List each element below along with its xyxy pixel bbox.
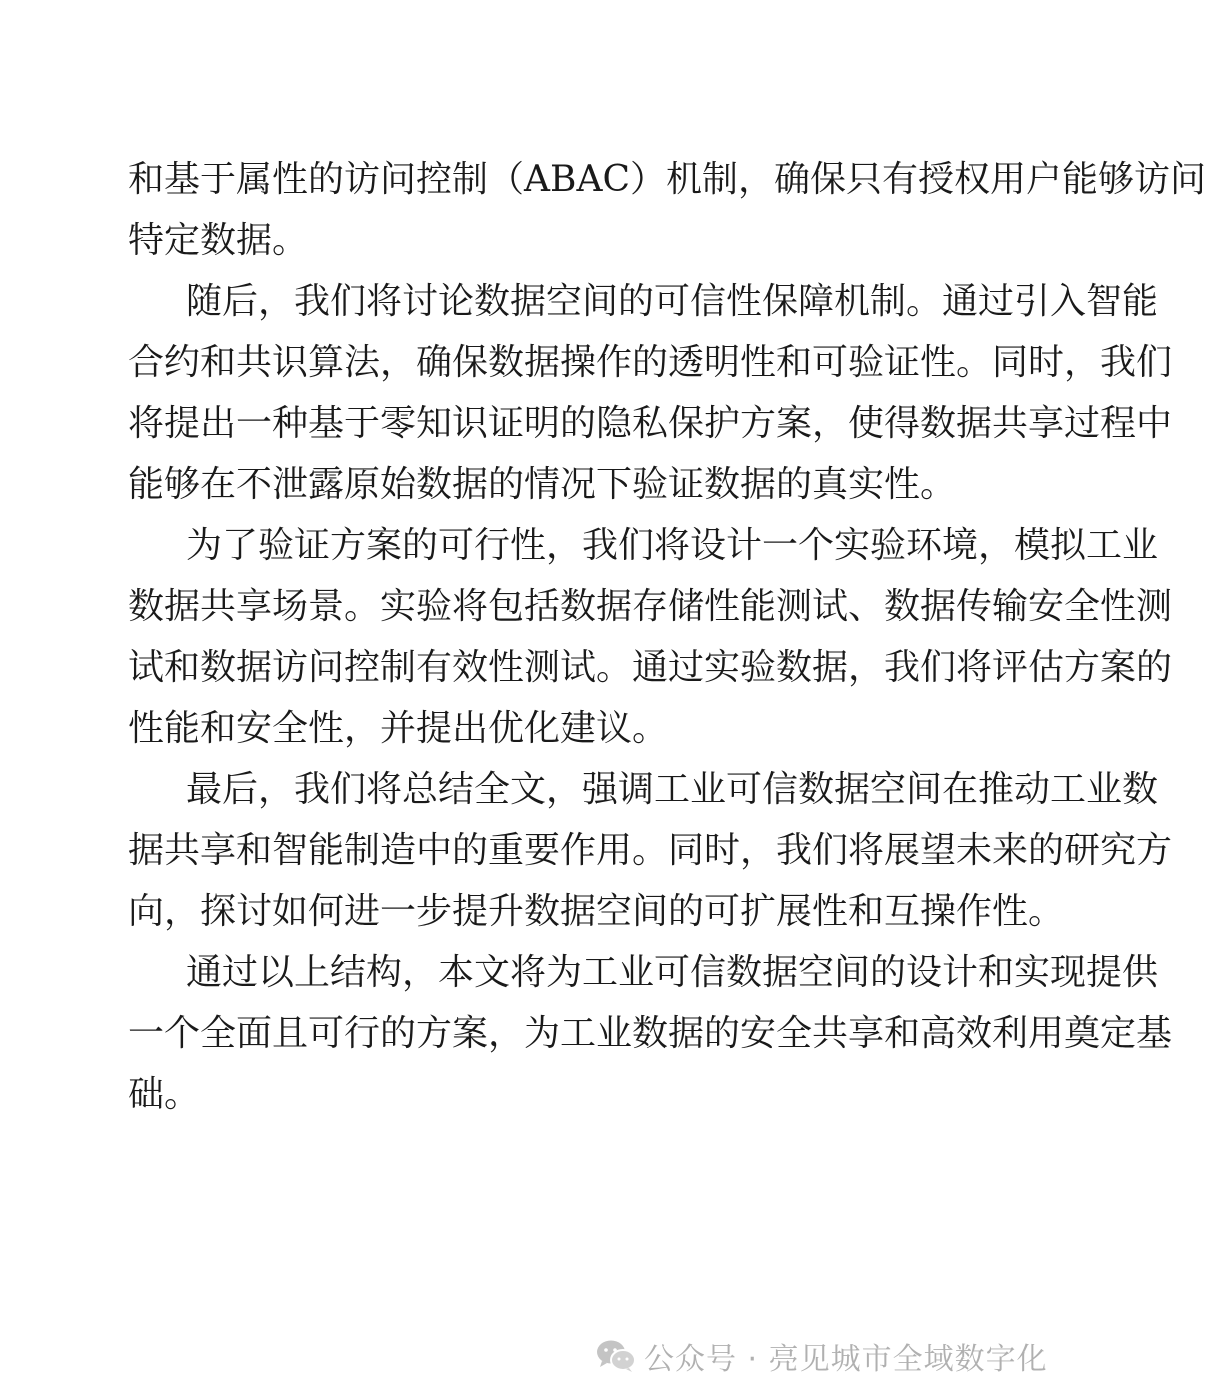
paragraph-start-line: 最后，我们将总结全文，强调工业可信数据空间在推动工业数 <box>186 769 1159 810</box>
watermark-text: 公众号 · 亮见城市全域数字化 <box>644 1342 1048 1377</box>
paragraph-start-line: 通过以上结构，本文将为工业可信数据空间的设计和实现提供 <box>186 952 1159 993</box>
text-line: 向，探讨如何进一步提升数据空间的可扩展性和互操作性。 <box>128 891 1065 932</box>
text-line: 合约和共识算法，确保数据操作的透明性和可验证性。同时，我们 <box>128 342 1173 383</box>
text-line: 能够在不泄露原始数据的情况下验证数据的真实性。 <box>128 464 957 505</box>
text-line: 础。 <box>128 1074 201 1115</box>
text-line: 特定数据。 <box>128 220 309 261</box>
text-line: 和基于属性的访问控制（ABAC）机制，确保只有授权用户能够访问 <box>128 159 1206 200</box>
paragraph-start-line: 为了验证方案的可行性，我们将设计一个实验环境，模拟工业 <box>186 525 1159 566</box>
wechat-icon <box>596 1339 636 1373</box>
text-line: 将提出一种基于零知识证明的隐私保护方案，使得数据共享过程中 <box>128 403 1173 444</box>
text-line: 数据共享场景。实验将包括数据存储性能测试、数据传输安全性测 <box>128 586 1173 627</box>
text-line: 性能和安全性，并提出优化建议。 <box>128 708 669 749</box>
watermark <box>596 1336 1048 1376</box>
paragraph-start-line: 随后，我们将讨论数据空间的可信性保障机制。通过引入智能 <box>186 281 1159 322</box>
text-line: 一个全面且可行的方案，为工业数据的安全共享和高效利用奠定基 <box>128 1013 1173 1054</box>
text-line: 据共享和智能制造中的重要作用。同时，我们将展望未来的研究方 <box>128 830 1173 871</box>
text-line: 试和数据访问控制有效性测试。通过实验数据，我们将评估方案的 <box>128 647 1173 688</box>
